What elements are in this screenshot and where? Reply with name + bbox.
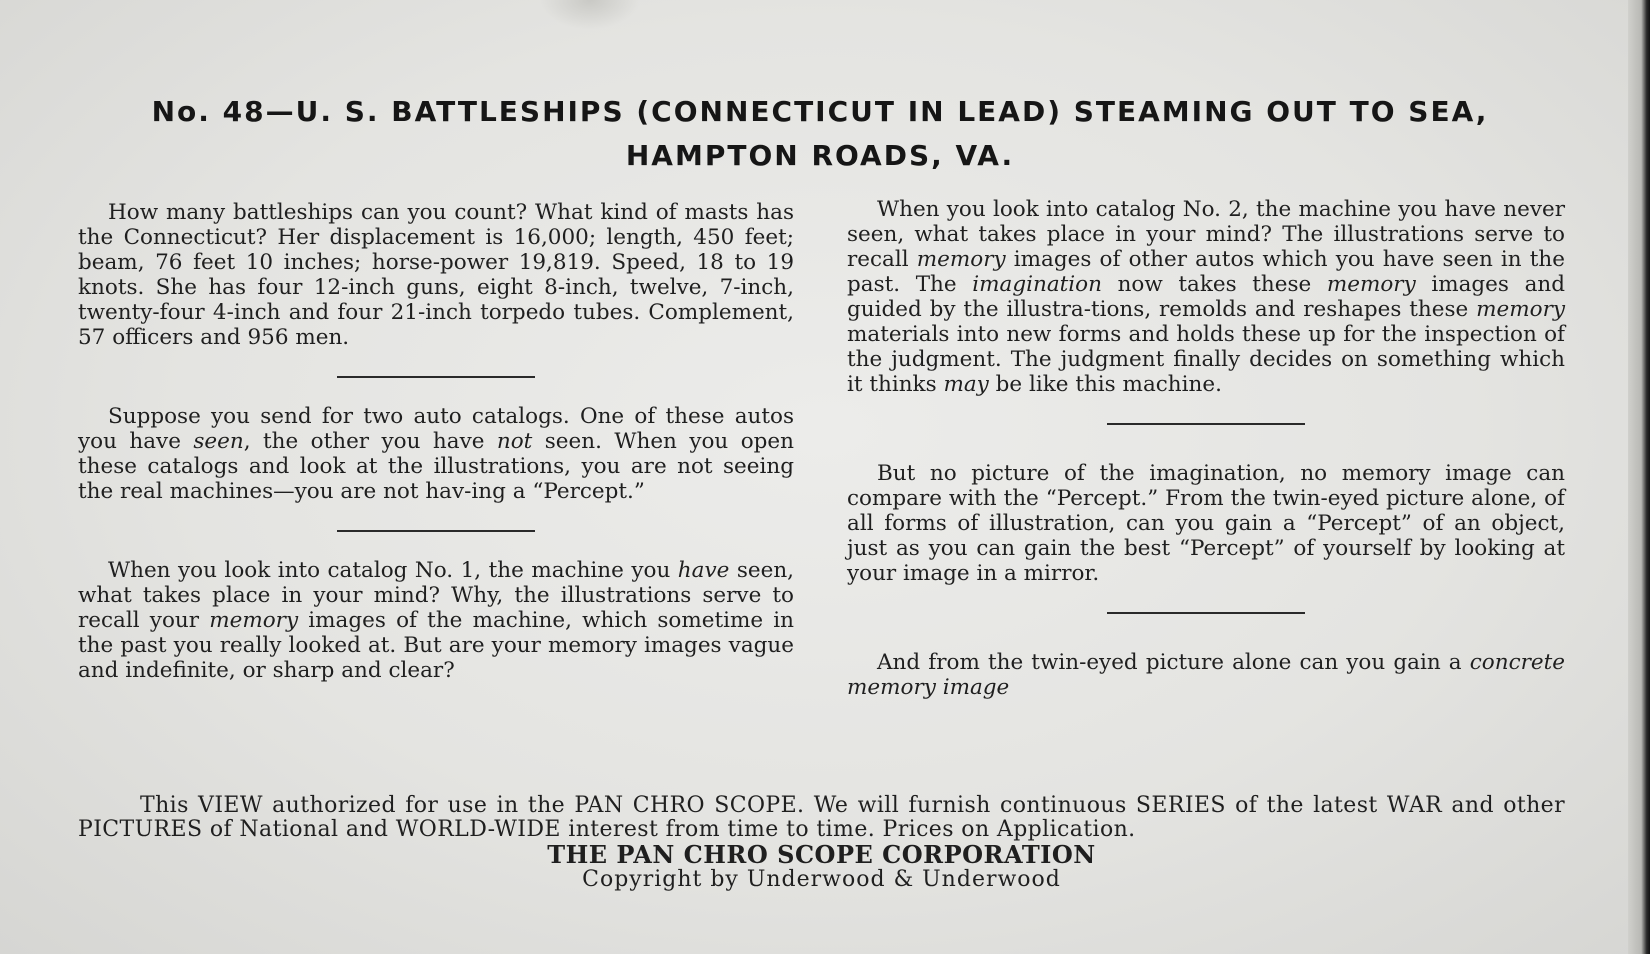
- battleship-facts-paragraph: How many battleships can you count? What kind of masts has the Connecticut? Her displacement is 16,000; length, 450 feet; beam, 76 feet 10 inches; horse-power 19,819. Speed, 18 to 19 knots. She has four 12-inch guns, eight 8-inch, twelve, 7-inch, twenty-four 4-inch and four 21-inch torpedo tubes. Complement, 57 officers and 956 men.: [78, 200, 794, 350]
- percept-paragraph: But no picture of the imagination, no memory image can compare with the “Percept.” From the twin-eyed picture alone, of all forms of illustration, can you gain a “Percept” of an object, just as you can gain the best “Percept” of yourself by looking at your image in a mirror.: [847, 461, 1565, 586]
- card-footer: [78, 794, 1565, 892]
- concrete-memory-paragraph: And from the twin-eyed picture alone can you gain a concrete memory image: [847, 650, 1565, 700]
- corporation-name: THE PAN CHRO SCOPE CORPORATION: [547, 840, 1096, 869]
- catalog-one-paragraph: When you look into catalog No. 1, the machine you have seen, what takes place in your mind? Why, the illustrations serve to recall your memory images of the machine, which sometime in the past you really looked at. But are your memory images vague and indefinite, or sharp and clear?: [78, 558, 794, 683]
- left-column: [78, 200, 794, 683]
- title-line-2: HAMPTON ROADS, VA.: [625, 139, 1015, 172]
- card-edge-shadow: [1628, 0, 1650, 954]
- paper-tear: [540, 0, 640, 30]
- title-line-1: No. 48—U. S. BATTLESHIPS (CONNECTICUT IN LEAD) STEAMING OUT TO SEA,: [151, 95, 1489, 128]
- authorization-notice: This VIEW authorized for use in the PAN CHRO SCOPE. We will furnish continuous SERIES of the latest WAR and other PICTURES of National and WORLD-WIDE interest from time to time. Prices on Application.: [78, 793, 1565, 842]
- copyright-line: Copyright by Underwood & Underwood: [582, 867, 1061, 892]
- card-title: [80, 90, 1560, 178]
- catalog-two-paragraph: When you look into catalog No. 2, the machine you have never seen, what takes place in your mind? The illustrations serve to recall memory images of other autos which you have seen in the past. The imagination now takes these memory images and guided by the illustra-tions, remolds and reshapes these memory materials into new forms and holds these up for the inspection of the judgment. The judgment finally decides on something which it thinks may be like this machine.: [847, 197, 1566, 397]
- auto-catalogs-paragraph: Suppose you send for two auto catalogs. One of these autos you have seen, the other you have not seen. When you open these catalogs and look at the illustrations, you are not seeing the real machines—you are not hav-ing a “Percept.”: [78, 404, 795, 504]
- right-column: [847, 197, 1565, 700]
